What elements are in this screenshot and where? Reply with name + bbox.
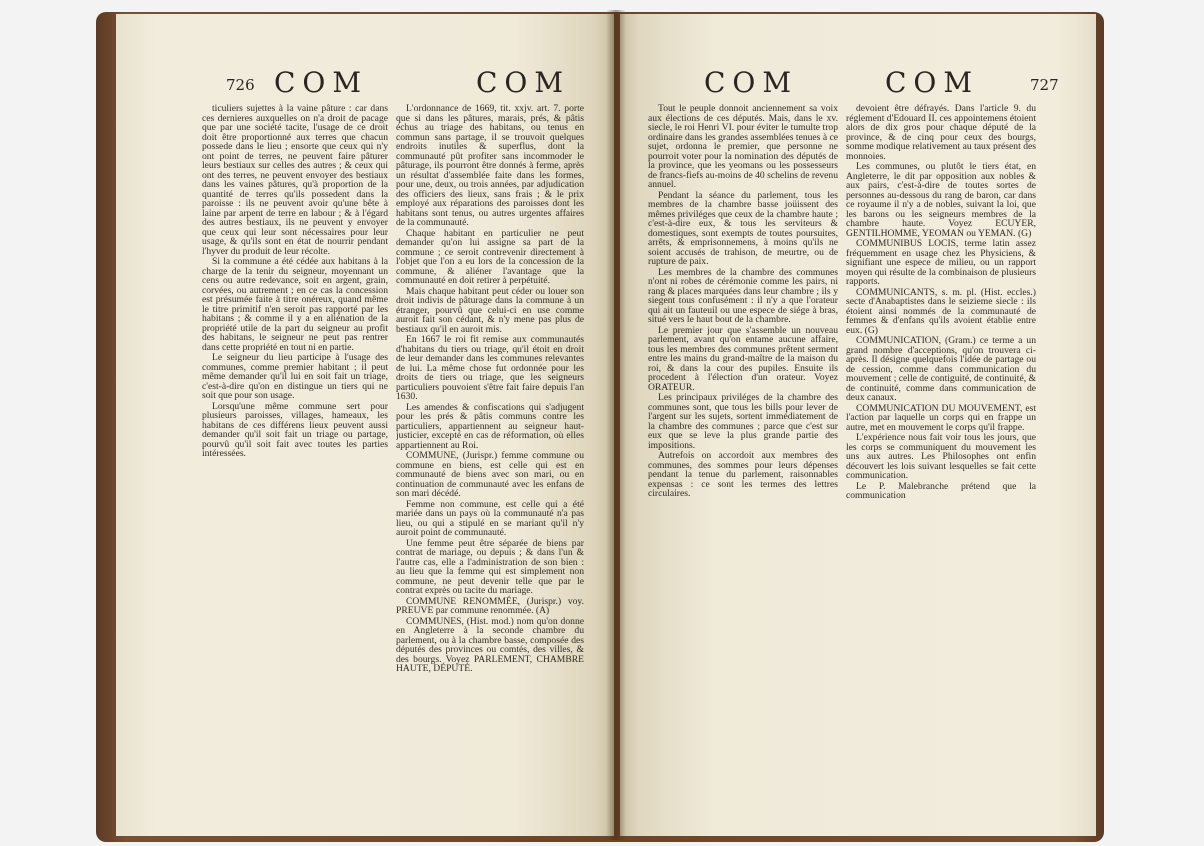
paragraph: Tout le peuple donnoit anciennement sa voix aux élections de ces députés. Mais, dans le xv. siecle, le roi Henri VI. pour éviter le tumulte trop ordinaire dans les grandes assemblées tenues à ce sujet, ordonna le premier, que personne ne pourroit voter pour la nomination des députés de la province, que les yeomans ou les possesseurs de francs-fiefs au-moins de 40 schelins de revenu annuel. <box>648 104 838 190</box>
right-page <box>620 14 1096 836</box>
paragraph: Le premier jour que s'assemble un nouveau parlement, avant qu'on entame aucune affaire, tous les membres des communes prêtent serment entre les mains du grand-maître de la maison du roi, & dans la cour des pupiles. Ensuite ils procedent à l'élection d'un orateur. Voyez ORATEUR. <box>648 324 838 393</box>
left-page <box>116 14 614 836</box>
paragraph: Les amendes & confiscations qui s'adjugent pour les prés & pâtis communs contre les particuliers, appartiennent au seigneur haut-justicier, excepté en cas de réformation, où elles appartiennent au Roi. <box>396 401 584 451</box>
paragraph: Femme non commune, est celle qui a été mariée dans un pays où la communauté n'a pas lieu, ou qui a stipulé en se mariant qu'il n'y auroit point de communauté. <box>396 498 584 538</box>
paragraph: Lorsqu'une même commune sert pour plusieurs paroisses, villages, hameaux, les habitans de ces différens lieux peuvent aussi demander qu'il soit fait un triage ou partage, pourvû qu'il soit fait avec toutes les parties intéressées. <box>202 400 388 459</box>
right-page-column-2 <box>846 104 1036 822</box>
left-running-head-1: COM <box>274 66 369 99</box>
right-running-head-2: COM <box>885 66 980 99</box>
paragraph: Autrefois on accordoit aux membres des communes, des sommes pour leurs dépenses pendant la tenue du parlement, raisonnables expensas : ce sont les termes des lettres circulaires. <box>648 450 838 499</box>
right-page-number: 727 <box>1030 76 1059 94</box>
left-page-number: 726 <box>226 76 255 94</box>
paragraph: L'expérience nous fait voir tous les jours, que les corps se communiquent du mouvement les uns aux autres. Les Philosophes ont enfin découvert les lois suivant lesquelles se fait cette communication. <box>846 432 1036 481</box>
paragraph: Les principaux priviléges de la chambre des communes sont, que tous les bills pour lever de l'argent sur les sujets, sortent immédiatement de la chambre des communes ; parce que c'est sur eux que se leve la plus grande partie des impositions. <box>648 392 838 451</box>
paragraph: Pendant la séance du parlement, tous les membres de la chambre basse joüissent des mêmes priviléges que ceux de la chambre haute ; c'est-à-dire eux, & tous les serviteurs & domestiques, sont exempts de toutes poursuites, arrêts, & emprisonnemens, à moins qu'ils ne soient accusés de trahison, de meurtre, ou de rupture de paix. <box>648 189 838 267</box>
paragraph: Les membres de la chambre des communes n'ont ni robes de cérémonie comme les pairs, ni rang & places marquées dans leur chambre ; ils y siegent tous confusément : il n'y a que l'orateur qui ait un fauteuil ou une espece de siége à bras, situé vers le haut bout de la chambre. <box>648 266 838 325</box>
paragraph: COMMUNES, (Hist. mod.) nom qu'on donne en Angleterre à la seconde chambre du parlement, ou à la chambre basse, composée des députés des provinces ou comtés, des villes, & des bourgs. Voyez PARLEMENT, CHAMBRE HAUTE, DÉPUTÉ. <box>396 615 584 674</box>
left-page-column-2 <box>396 104 584 822</box>
paragraph: Chaque habitant en particulier ne peut demander qu'on lui assigne sa part de la commune ; ce seroit contrevenir directement à l'objet que l'on a eu lors de la concession de la commune, & aliéner l'avantage que la communauté en doit retirer à perpétuité. <box>396 227 584 286</box>
paragraph: COMMUNE RENOMMÉE, (Jurispr.) voy. PREUVE par commune renommée. (A) <box>396 595 584 616</box>
book-gutter-shadow <box>606 10 626 840</box>
paragraph: Mais chaque habitant peut céder ou louer son droit indivis de pâturage dans la commune à un étranger, pourvû que celui-ci en use comme auroit fait son cédant, & n'y mene pas plus de bestiaux qu'il en auroit mis. <box>396 285 584 335</box>
paragraph: COMMUNICATION, (Gram.) ce terme a un grand nombre d'acceptions, qu'on trouvera ci-après. Il désigne quelquefois l'idée de partage ou de cession, comme dans communication du mouvement ; celle de contiguité, de continuité, & de continuité, comme dans communication de deux canaux. <box>846 335 1036 403</box>
paragraph: COMMUNIBUS LOCIS, terme latin assez fréquemment en usage chez les Physiciens, & signifiant une espece de milieu, ou un rapport moyen qui résulte de la combinaison de plusieurs rapports. <box>846 238 1036 287</box>
paragraph: L'ordonnance de 1669, tit. xxjv. art. 7. porte que si dans les pâtures, marais, prés, & pâtis échus au triage des habitans, ou tenus en commun sans partage, il se trouvoit quelques endroits inutiles & superflus, dont la communauté pût profiter sans incommoder le pâturage, ils pourront être donnés à ferme, après un résultat d'assemblée faite dans les formes, pour une, deux, ou trois années, par adjudication des officiers des lieux, sans frais ; & le prix employé aux réparations des paroisses dont les habitans sont tenus, ou autres urgentes affaires de la communauté. <box>396 104 584 228</box>
paragraph: En 1667 le roi fit remise aux communautés d'habitans du tiers ou triage, qu'il étoit en droit de leur demander dans les communes relevantes de lui. La même chose fut ordonnée pour les droits de tiers ou triage, que les seigneurs particuliers pouvoient s'être fait faire depuis l'an 1630. <box>396 334 584 402</box>
paragraph: ticuliers sujettes à la vaine pâture : car dans ces dernieres auxquelles on n'a droit de pacage que par une société tacite, l'usage de ce droit doit être proportionné aux terres que chacun possede dans le lieu ; ensorte que ceux qui n'y ont point de terres, ne peuvent faire pâturer leurs bestiaux sur celles des autres ; & ceux qui ont des terres, ne peuvent envoyer des bestiaux dans les vaines pâtures, qu'à proportion de la quantité de terres qu'ils possedent dans la paroisse : ils ne peuvent avoir qu'une bête à laine par arpent de terre en labour ; & à l'égard des autres bestiaux, ils ne peuvent y envoyer que ceux qui leur sont nécessaires pour leur usage, & qu'ils sont en état de nourrir pendant l'hyver du produit de leur récolte. <box>202 104 388 257</box>
paragraph: Si la commune a été cédée aux habitans à la charge de la tenir du seigneur, moyennant un cens ou autre redevance, soit en argent, grain, corvées, ou autrement ; en ce cas la concession est présumée faite à titre onéreux, quand même le titre primitif n'en seroit pas rapporté par les habitans ; & comme il y a en aliénation de la propriété utile de la part du seigneur au profit des habitans, le seigneur ne peut pas rentrer dans cette propriété en tout ni en partie. <box>202 256 388 353</box>
paragraph: Le P. Malebranche prétend que la communication <box>846 480 1036 501</box>
paragraph: Une femme peut être séparée de biens par contrat de mariage, ou depuis ; & dans l'un & l'autre cas, elle a l'administration de son bien : au lieu que la femme qui est simplement non commune, ne peut devenir telle que par le contrat exprès ou tacite du mariage. <box>396 537 584 596</box>
paragraph: COMMUNE, (Jurispr.) femme commune ou commune en biens, est celle qui est en communauté de biens avec son mari, ou en continuation de communauté avec les enfans de son mari décédé. <box>396 450 584 499</box>
left-page-column-1 <box>202 104 388 822</box>
right-page-column-1 <box>648 104 838 822</box>
right-running-head-1: COM <box>704 66 799 99</box>
paragraph: Le seigneur du lieu participe à l'usage des communes, comme premier habitant ; il peut même demander qu'il lui en soit fait un triage, c'est-à-dire qu'on en distingue un tiers qui ne soit que pour son usage. <box>202 352 388 401</box>
paragraph: COMMUNICATION DU MOUVEMENT, est l'action par laquelle un corps qui en frappe un autre, met en mouvement le corps qu'il frappe. <box>846 402 1036 433</box>
paragraph: Les communes, ou plutôt le tiers état, en Angleterre, le dit par opposition aux nobles & aux pairs, c'est-à-dire de toutes sortes de personnes au-dessous du rang de baron, car dans ce royaume il n'y a de nobles, suivant la loi, que les barons ou les seigneurs membres de la chambre haute. Voyez ECUYER, GENTILHOMME, YEOMAN ou YEMAN. (G) <box>846 161 1036 239</box>
left-running-head-2: COM <box>476 66 571 99</box>
paragraph: COMMUNICANTS, s. m. pl. (Hist. eccles.) secte d'Anabaptistes dans le seizieme siecle : ils étoient ainsi nommés de la communauté de femmes & d'enfans qu'ils avoient établie entre eux. (G) <box>846 286 1036 336</box>
paragraph: devoient être défrayés. Dans l'article 9. du réglement d'Edouard II. ces appointemens étoient alors de dix gros pour chaque député de la province, & de cinq pour ceux des bourgs, somme modique relativement au taux présent des monnoies. <box>846 104 1036 162</box>
